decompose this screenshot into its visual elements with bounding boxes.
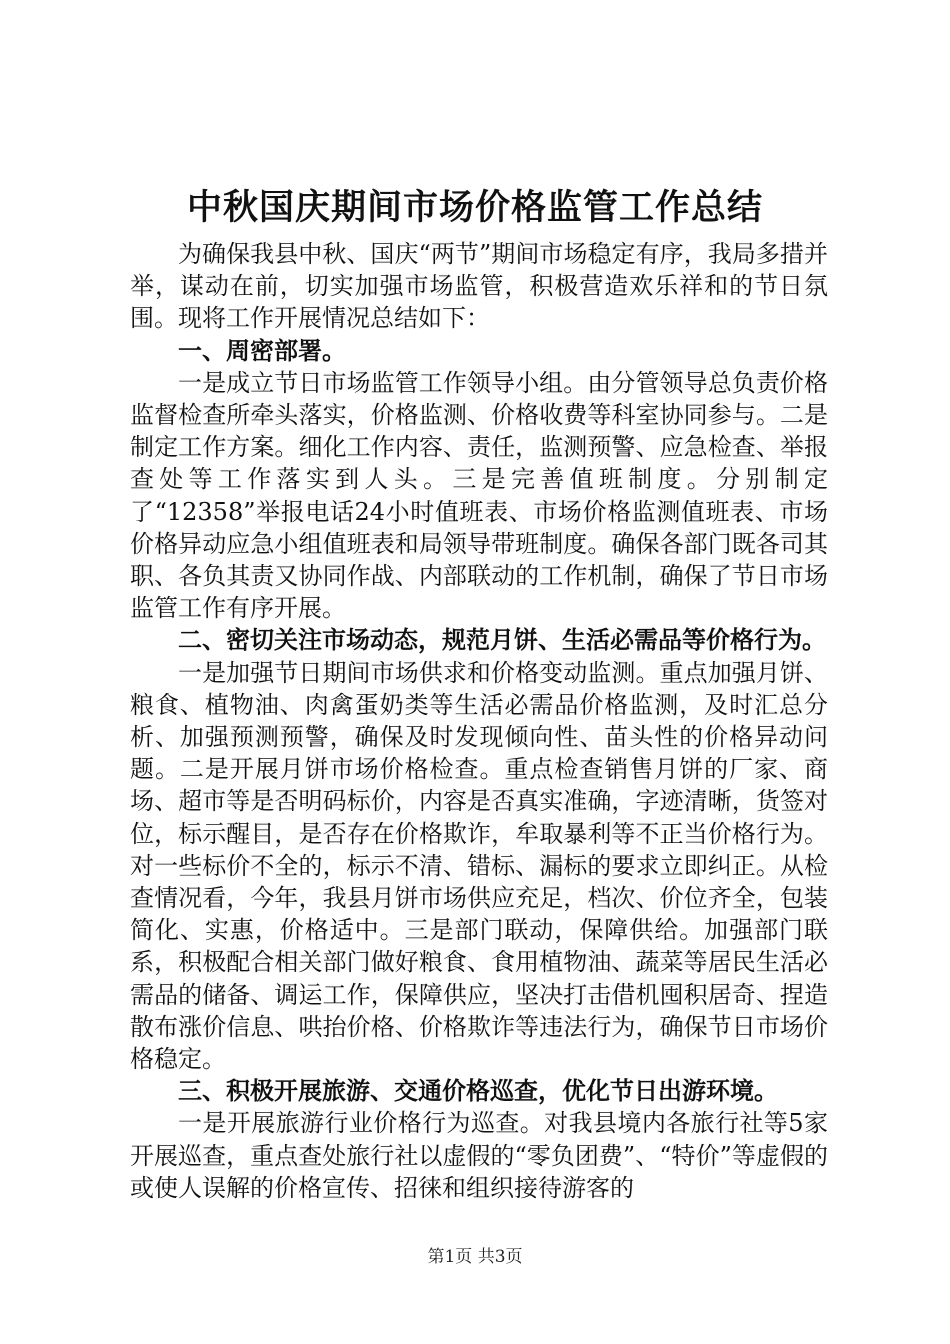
section-heading-3: 三、积极开展旅游、交通价格巡查，优化节日出游环境。	[178, 1076, 778, 1106]
section-2-paragraph: 一是加强节日期间市场供求和价格变动监测。重点加强月饼、粮食、植物油、肉禽蛋奶类等生活必需品价格监测，及时汇总分析、加强预测预警，确保及时发现倾向性、苗头性的价格异动问题。二是开展月饼市场价格检查。重点检查销售月饼的厂家、商场、超市等是否明码标价，内容是否真实准确，字迹清晰，货签对位，标示醒目，是否存在价格欺诈，牟取暴利等不正当价格行为。对一些标价不全的，标示不清、错标、漏标的要求立即纠正。从检查情况看，今年，我县月饼市场供应充足，档次、价位齐全，包装简化、实惠，价格适中。三是部门联动，保障供给。加强部门联系，积极配合相关部门做好粮食、食用植物油、蔬菜等居民生活必需品的储备、调运工作，保障供应，坚决打击借机囤积居奇、捏造散布涨价信息、哄抬价格、价格欺诈等违法行为，确保节日市场价格稳定。	[130, 658, 828, 1074]
section-3-paragraph: 一是开展旅游行业价格行为巡查。对我县境内各旅行社等5家开展巡查，重点查处旅行社以虚假的“零负团费”、“特价”等虚假的或使人误解的价格宣传、招徕和组织接待游客的	[130, 1109, 828, 1202]
page-number-footer: 第1页 共3页	[427, 1247, 523, 1267]
document-body	[130, 238, 828, 1204]
intro-paragraph: 为确保我县中秋、国庆“两节”期间市场稳定有序，我局多措并举，谋动在前，切实加强市场监管，积极营造欢乐祥和的节日氛围。现将工作开展情况总结如下：	[130, 240, 828, 333]
document-title: 中秋国庆期间市场价格监管工作总结	[186, 187, 763, 228]
section-heading-1: 一、周密部署。	[178, 335, 346, 365]
section-heading-2: 二、密切关注市场动态，规范月饼、生活必需品等价格行为。	[178, 625, 826, 655]
section-1-paragraph: 一是成立节日市场监管工作领导小组。由分管领导总负责价格监督检查所牵头落实，价格监测、价格收费等科室协同参与。二是制定工作方案。细化工作内容、责任，监测预警、应急检查、举报查处等工作落实到人头。三是完善值班制度。分别制定了“12358”举报电话24小时值班表、市场价格监测值班表、市场价格异动应急小组值班表和局领导带班制度。确保各部门既各司其职、各负其责又协同作战、内部联动的工作机制，确保了节日市场监管工作有序开展。	[130, 368, 828, 623]
